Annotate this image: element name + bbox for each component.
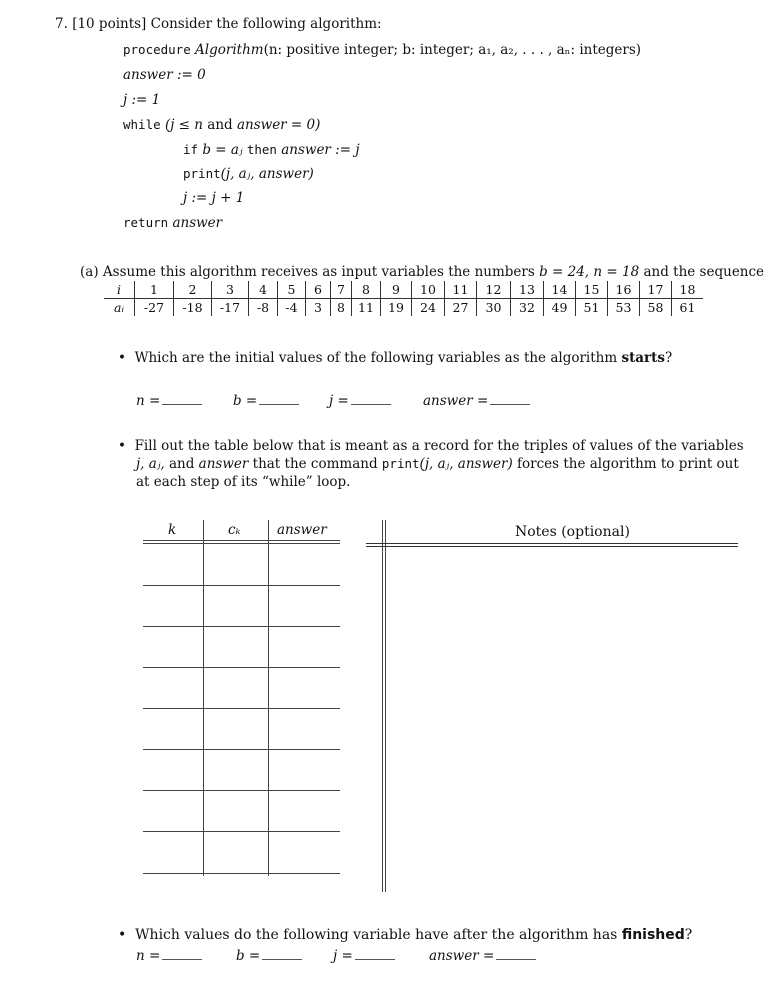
q1-j-blank[interactable]: [351, 403, 391, 405]
q1-answer-label: answer =: [423, 393, 489, 409]
sequence-index-cell: 8: [352, 281, 381, 299]
sequence-index-cell: 3: [212, 281, 249, 299]
q3-answer-field[interactable]: [429, 948, 536, 964]
sequence-value-label: aᵢ: [114, 300, 124, 315]
q1-n-blank[interactable]: [162, 403, 202, 405]
sequence-table: [104, 281, 703, 316]
sequence-index-label: i: [104, 281, 135, 299]
q2-line2-args: (j, aⱼ, answer): [419, 456, 513, 472]
while-cond-b: answer = 0): [236, 117, 321, 133]
q2-line2-vars: j, aⱼ,: [136, 456, 165, 472]
q3-j-blank[interactable]: [355, 958, 395, 960]
record-row-line[interactable]: [143, 585, 340, 586]
record-row-line[interactable]: [143, 873, 340, 874]
q2-line1: [118, 438, 744, 454]
record-vline-1: [203, 520, 204, 876]
problem-intro: Consider the following algorithm:: [150, 16, 382, 32]
sequence-index-cell: 4: [249, 281, 278, 299]
sequence-value-cell: 58: [640, 299, 672, 317]
record-col-c: cₖ: [228, 522, 241, 538]
record-col-k: k: [168, 522, 177, 538]
return-keyword: return: [123, 215, 169, 230]
sequence-index-cell: 5: [278, 281, 306, 299]
sequence-value-cell: 3: [306, 299, 331, 317]
problem-points: [10 points]: [72, 16, 147, 32]
sequence-value-cell: -4: [278, 299, 306, 317]
q1-n-field[interactable]: [136, 393, 202, 409]
sequence-index-cell: 14: [544, 281, 576, 299]
q3-b-label: b =: [236, 948, 261, 964]
q3-text-end: ?: [684, 927, 693, 943]
print-keyword: print: [183, 166, 221, 181]
q2-line3: at each step of its “while” loop.: [136, 474, 351, 490]
q1-j-field[interactable]: [329, 393, 391, 409]
problem-number: 7.: [55, 16, 68, 32]
q3-text: [118, 927, 692, 943]
q3-j-field[interactable]: [333, 948, 395, 964]
sequence-index-cell: 18: [672, 281, 704, 299]
if-keyword: if: [183, 142, 199, 157]
q3-b-field[interactable]: [236, 948, 302, 964]
sequence-index-cell: 12: [477, 281, 511, 299]
record-row-line[interactable]: [143, 708, 340, 709]
sequence-index-cell: 2: [174, 281, 212, 299]
sequence-value-cell: -18: [174, 299, 212, 317]
algo-procedure-line: [123, 42, 641, 58]
q1-text-end: ?: [665, 350, 673, 366]
q3-b-blank[interactable]: [262, 958, 302, 960]
sequence-value-cell: 51: [576, 299, 608, 317]
sequence-index-cell: 7: [331, 281, 352, 299]
sequence-index-cell: 16: [608, 281, 640, 299]
notes-header-line-2: [366, 546, 738, 547]
q3-answer-label: answer =: [429, 948, 495, 964]
record-row-line[interactable]: [143, 790, 340, 791]
q3-bullet: •: [118, 927, 127, 943]
while-and: and: [207, 117, 233, 133]
record-col-answer: answer: [277, 522, 327, 538]
sequence-value-cell: 19: [381, 299, 412, 317]
q2-line1-text: Fill out the table below that is meant as a record for the triples of values of the variables: [134, 438, 744, 454]
algo-print-line: [183, 166, 314, 182]
sequence-index-cell: 1: [135, 281, 174, 299]
q1-text: [118, 350, 672, 366]
algo-return-line: [123, 215, 222, 231]
record-vline-2: [268, 520, 269, 876]
sequence-index-row: [104, 281, 703, 299]
notes-header-line-1: [366, 543, 738, 544]
q3-text-pre: Which values do the following variable have after the algorithm has: [135, 927, 618, 943]
q2-line2: [136, 456, 739, 472]
sequence-value-cell: 24: [412, 299, 445, 317]
sequence-value-cell: 8: [331, 299, 352, 317]
sequence-index-cell: 13: [511, 281, 544, 299]
q2-line2-print: print: [381, 456, 420, 471]
q1-b-field[interactable]: [233, 393, 299, 409]
q1-text-pre: Which are the initial values of the following variables as the algorithm: [134, 350, 618, 366]
sequence-value-cell: 49: [544, 299, 576, 317]
sequence-index-cell: 15: [576, 281, 608, 299]
return-value: answer: [172, 215, 223, 231]
sequence-index-cell: 11: [445, 281, 477, 299]
sequence-index-cell: 9: [381, 281, 412, 299]
part-a-label: (a): [80, 264, 99, 280]
sequence-value-cell: -8: [249, 299, 278, 317]
q1-answer-blank[interactable]: [490, 403, 530, 405]
q2-line2-and: and: [168, 456, 195, 472]
procedure-name: Algorithm: [195, 42, 264, 58]
q3-n-blank[interactable]: [162, 958, 202, 960]
part-a-text-post: and the sequence: [643, 264, 765, 280]
q3-j-label: j =: [333, 948, 353, 964]
sequence-index-cell: 10: [412, 281, 445, 299]
algo-init-answer: answer := 0: [123, 67, 206, 83]
q1-bullet: •: [118, 350, 126, 366]
sequence-value-cell: 32: [511, 299, 544, 317]
sequence-index-cell: 6: [306, 281, 331, 299]
q2-bullet: •: [118, 438, 126, 454]
sequence-value-cell: 30: [477, 299, 511, 317]
q3-text-bold: finished: [621, 927, 685, 943]
q1-text-bold: starts: [621, 350, 666, 366]
q3-n-label: n =: [136, 948, 161, 964]
q1-j-label: j =: [329, 393, 349, 409]
record-header-line-2: [143, 543, 340, 544]
record-row-line[interactable]: [143, 831, 340, 832]
algo-incr-j: j := j + 1: [183, 190, 245, 206]
procedure-params: (n: positive integer; b: integer; a₁, a₂, . . . , aₙ: integers): [263, 42, 642, 58]
q3-answer-blank[interactable]: [496, 958, 536, 960]
notes-vline-2: [385, 520, 386, 892]
sequence-value-cell: -27: [135, 299, 174, 317]
q2-line2-end: forces the algorithm to print out: [517, 456, 739, 472]
notes-header: Notes (optional): [515, 524, 630, 540]
sequence-value-cell: 61: [672, 299, 704, 317]
part-a-text: [80, 264, 764, 280]
q1-answer-field[interactable]: [423, 393, 530, 409]
q1-b-label: b =: [233, 393, 258, 409]
algo-while-line: [123, 117, 320, 133]
sequence-value-cell: -17: [212, 299, 249, 317]
q1-b-blank[interactable]: [259, 403, 299, 405]
while-cond-a: (j ≤ n: [164, 117, 203, 133]
part-a-n-value: n = 18: [593, 264, 640, 280]
notes-vline-1: [382, 520, 383, 892]
record-row-line[interactable]: [143, 749, 340, 750]
print-args: (j, aⱼ, answer): [220, 166, 314, 182]
algo-init-j: j := 1: [123, 92, 161, 108]
sequence-value-cell: 27: [445, 299, 477, 317]
then-keyword: then: [246, 142, 277, 157]
sequence-value-cell: 11: [352, 299, 381, 317]
sequence-value-cell: 53: [608, 299, 640, 317]
part-a-text-pre: Assume this algorithm receives as input variables the numbers: [102, 264, 535, 280]
q3-n-field[interactable]: [136, 948, 202, 964]
sequence-value-row: [104, 299, 703, 317]
procedure-keyword: procedure: [123, 42, 191, 57]
while-keyword: while: [123, 117, 161, 132]
q2-line2-answer: answer: [198, 456, 249, 472]
q1-n-label: n =: [136, 393, 161, 409]
if-cond: b = aⱼ: [202, 142, 243, 158]
algo-if-line: [183, 142, 360, 158]
then-stmt: answer := j: [281, 142, 360, 158]
part-a-b-value: b = 24,: [539, 264, 590, 280]
q2-line2-mid: that the command: [252, 456, 378, 472]
problem-header: [55, 16, 382, 32]
record-row-line[interactable]: [143, 667, 340, 668]
record-header-line-1: [143, 540, 340, 541]
sequence-index-cell: 17: [640, 281, 672, 299]
record-row-line[interactable]: [143, 626, 340, 627]
